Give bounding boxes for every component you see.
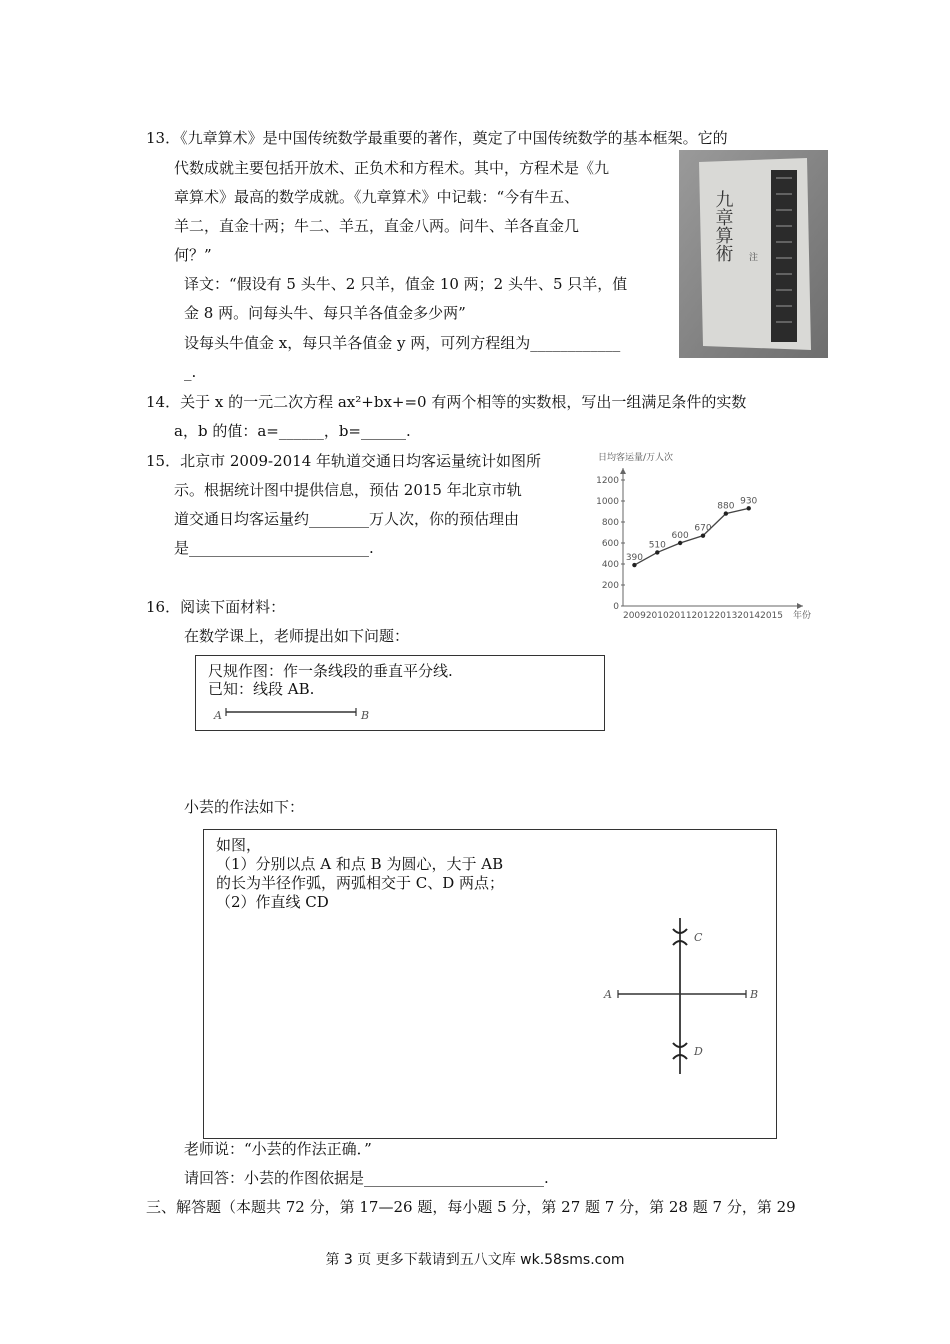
x-tick-label: 2012 <box>691 611 715 621</box>
q13-line-1: 13．《九章算术》是中国传统数学最重要的著作，奠定了中国传统数学的基本框架。它的 <box>146 129 728 147</box>
problem-box-line-2: 已知：线段 AB. <box>208 680 315 698</box>
y-axis-arrow <box>620 468 626 474</box>
fig-label-a: A <box>604 988 612 1001</box>
perpendicular-bisector-figure <box>594 910 774 1080</box>
method-line-4: （2）作直线 CD <box>216 893 329 911</box>
rubbing-strip <box>771 170 797 342</box>
y-tick-label: 600 <box>601 539 619 549</box>
data-label: 930 <box>740 496 758 507</box>
y-tick-label: 1200 <box>596 476 619 486</box>
q15-line-2: 示。根据统计图中提供信息，预估 2015 年北京市轨 <box>174 481 522 499</box>
method-box <box>203 829 777 1139</box>
chart-x-axis-label: 年份 <box>793 611 812 621</box>
book-small-text: 注 <box>749 253 759 263</box>
answer-prompt: 请回答：小芸的作图依据是________________________. <box>184 1169 549 1187</box>
fig-label-d: D <box>694 1045 703 1058</box>
x-axis-arrow <box>797 603 803 609</box>
data-point <box>632 563 636 567</box>
x-tick-label: 2009 <box>622 611 646 621</box>
q13-line-3: 章算术》最高的数学成就。《九章算术》中记载：“今有牛五、 <box>174 188 580 206</box>
x-tick-label: 2014 <box>737 611 761 621</box>
q16-line-2: 在数学课上，老师提出如下问题： <box>184 627 410 645</box>
problem-box-line-1: 尺规作图：作一条线段的垂直平分线. <box>208 662 453 680</box>
x-tick-label: 2013 <box>714 611 738 621</box>
method-line-3: 的长为半径作弧，两弧相交于 C、D 两点； <box>216 874 505 892</box>
q16-line-1: 16．阅读下面材料： <box>146 598 286 616</box>
teacher-remark: 老师说：“小芸的作法正确．” <box>184 1140 372 1158</box>
data-point <box>655 550 659 554</box>
q15-line-3: 道交通日均客运量约________万人次，你的预估理由 <box>174 510 520 528</box>
data-label: 390 <box>625 553 644 564</box>
q14-line-1: 14．关于 x 的一元二次方程 ax²+bx+=0 有两个相等的实数根，写出一组满足条件的实数 <box>146 393 747 411</box>
data-point <box>678 541 682 545</box>
book-cover-graphic <box>679 150 828 358</box>
q13-line-2: 代数成就主要包括开放术、正负术和方程术。其中，方程术是《九 <box>174 159 610 177</box>
page-footer: 第 3 页 更多下载请到五八文库 wk.58sms.com <box>325 1252 625 1268</box>
series-line <box>634 508 748 565</box>
point-b-label: B <box>361 709 370 722</box>
q14-line-2: a，b 的值：a=______，b=______. <box>174 422 411 440</box>
chart-title: 日均客运量/万人次 <box>598 453 674 463</box>
q13-line-4: 羊二，直金十两；牛二、羊五，直金八两。问牛、羊各直金几 <box>174 217 580 235</box>
book-cover-image <box>679 150 828 358</box>
q13-line-5: 何？” <box>174 246 212 264</box>
fig-label-c: C <box>694 931 703 944</box>
method-line-1: 如图， <box>216 836 262 854</box>
data-label: 510 <box>648 540 666 551</box>
point-a-label: A <box>214 709 222 722</box>
data-point <box>724 511 728 515</box>
q13-line-7: 金 8 两。问每头牛、每只羊各值金多少两” <box>184 304 466 322</box>
q15-line-4: 是________________________. <box>174 539 374 557</box>
q15-line-1: 15．北京市 2009-2014 年轨道交通日均客运量统计如图所 <box>146 452 542 470</box>
q13-line-8: 设每头牛值金 x，每只羊各值金 y 两，可列方程组为____________ <box>184 334 621 352</box>
x-tick-label: 2011 <box>668 611 692 621</box>
q13-line-6: 译文：“假设有 5 头牛、2 只羊，值金 10 两；2 头牛、5 只羊，值 <box>184 275 628 293</box>
data-point <box>747 506 751 510</box>
data-label: 670 <box>694 523 712 534</box>
y-tick-label: 800 <box>601 518 619 528</box>
section-3-heading: 三、解答题（本题共 72 分，第 17—26 题，每小题 5 分，第 27 题 7 分，第 28 题 7 分，第 29 <box>146 1198 796 1216</box>
fig-label-b: B <box>750 988 759 1001</box>
x-tick-label: 2015 <box>760 611 784 621</box>
segment-ab-figure <box>211 704 381 724</box>
x-tick-label: 2010 <box>645 611 669 621</box>
data-label: 600 <box>671 531 689 541</box>
book-calligraphy: 九章算術 <box>712 190 734 262</box>
method-title: 小芸的作法如下： <box>184 798 305 816</box>
data-label: 880 <box>717 501 735 512</box>
y-tick-label: 400 <box>601 560 619 570</box>
y-tick-label: 200 <box>601 581 619 591</box>
method-line-2: （1）分别以点 A 和点 B 为圆心，大于 AB <box>216 855 504 873</box>
y-tick-label: 1000 <box>596 497 619 507</box>
ridership-line-chart <box>593 448 818 623</box>
y-tick-label: 0 <box>613 602 619 612</box>
data-point <box>701 533 705 537</box>
q13-line-9: _. <box>184 363 197 381</box>
problem-box <box>195 655 605 731</box>
